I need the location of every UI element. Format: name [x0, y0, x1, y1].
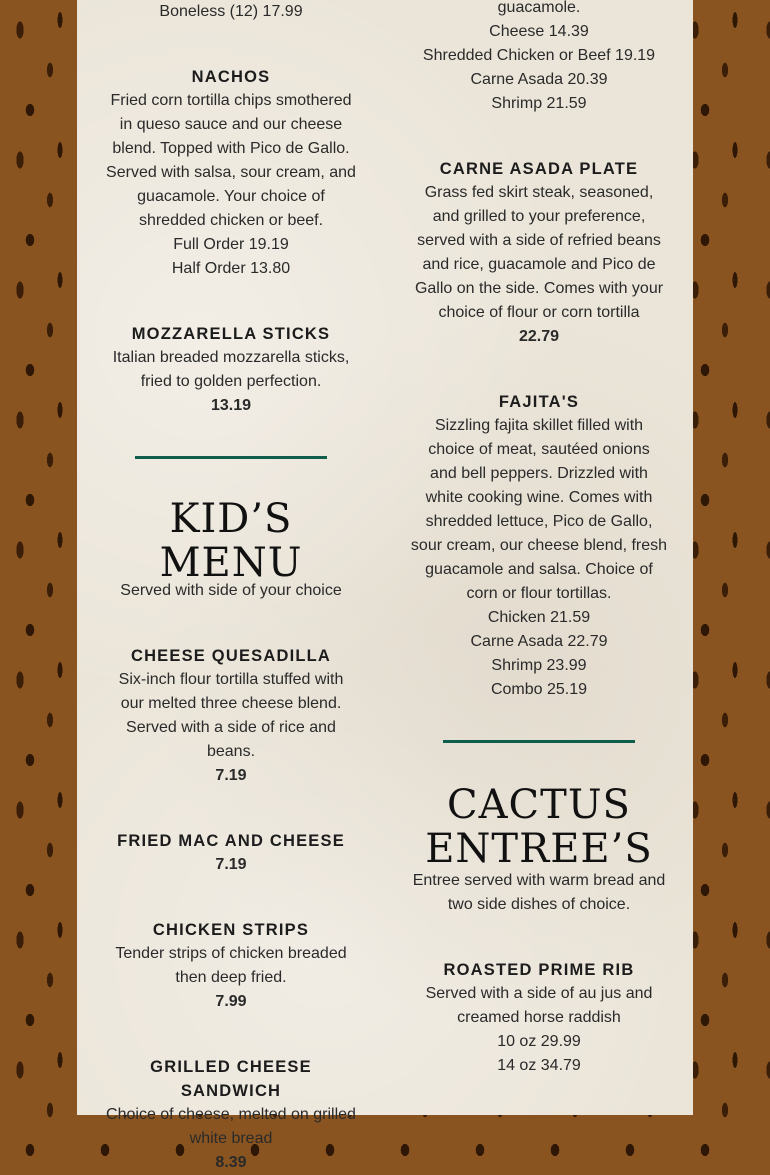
item-price: Combo 25.19 — [490, 681, 588, 698]
item-name: NACHOS — [191, 68, 271, 86]
section-subtitle: two side dishes of choice. — [447, 896, 631, 913]
item-description: sour cream, our cheese blend, fresh — [410, 537, 668, 554]
item-price: Carne Asada 22.79 — [470, 633, 608, 650]
item-price: 14 oz 34.79 — [497, 1057, 581, 1074]
item-name: FRIED MAC AND CHEESE — [117, 832, 345, 850]
item-description: Italian breaded mozzarella sticks, — [112, 349, 350, 366]
item-description: our melted three cheese blend. — [120, 695, 342, 712]
menu-item-mozzarella-sticks — [101, 322, 361, 418]
item-name: CHEESE QUESADILLA — [130, 647, 332, 665]
item-description: Served with a side of rice and — [126, 719, 336, 736]
section-subtitle: Served with side of your choice — [120, 582, 342, 599]
item-description: Served with salsa, sour cream, and — [106, 164, 356, 181]
item-name: CARNE ASADA PLATE — [439, 160, 639, 178]
item-description: beans. — [206, 743, 256, 760]
item-description: Choice of cheese, melted on grilled — [106, 1106, 356, 1123]
item-description: shredded lettuce, Pico de Gallo, — [425, 513, 653, 530]
item-price: 10 oz 29.99 — [497, 1033, 581, 1050]
menu-column-left — [101, 0, 361, 1175]
item-price: 22.79 — [518, 328, 560, 345]
heading-line: CACTUS — [447, 782, 631, 828]
item-description: Gallo on the side. Comes with your — [414, 280, 664, 297]
item-description: in queso sauce and our cheese — [119, 116, 343, 133]
item-description: corn or flour tortillas. — [466, 585, 612, 602]
item-description: guacamole and salsa. Choice of — [425, 561, 653, 578]
item-description: Tender strips of chicken breaded — [115, 945, 347, 962]
item-name: GRILLED CHEESE SANDWICH — [150, 1058, 312, 1100]
item-price: 8.39 — [215, 1154, 247, 1171]
item-description: Fried corn tortilla chips smothered — [110, 92, 352, 109]
item-price: 7.19 — [215, 856, 247, 873]
section-heading-kids-menu: KID’S MENU — [159, 496, 303, 586]
item-description: served with a side of refried beans — [417, 232, 661, 249]
item-description: blend. Topped with Pico de Gallo. — [112, 140, 350, 157]
item-description: Grass fed skirt steak, seasoned, — [424, 184, 654, 201]
menu-item-carne-asada-plate — [409, 157, 669, 349]
item-description: guacamole. — [497, 0, 581, 16]
menu-item-grilled-cheese — [101, 1055, 361, 1175]
item-price: Chicken 21.59 — [487, 609, 591, 626]
item-price: 13.19 — [210, 397, 252, 414]
menu-item-cheese-quesadilla — [101, 644, 361, 788]
section-heading-cactus-entrees — [409, 783, 669, 871]
item-name: FAJITA'S — [498, 393, 580, 411]
item-description: Served with a side of au jus and — [425, 985, 653, 1002]
item-price: Cheese 14.39 — [489, 23, 589, 40]
item-price: Carne Asada 20.39 — [470, 71, 608, 88]
item-description: choice of flour or corn tortilla — [438, 304, 640, 321]
item-description: creamed horse raddish — [457, 1009, 621, 1026]
item-price: Shredded Chicken or Beef 19.19 — [422, 47, 656, 64]
item-name: CHICKEN STRIPS — [152, 921, 310, 939]
item-description: shredded chicken or beef. — [138, 212, 324, 229]
item-description: white cooking wine. Comes with — [425, 489, 653, 506]
item-price: 7.99 — [215, 993, 247, 1010]
section-subtitle: Entree served with warm bread and — [412, 872, 666, 889]
menu-page — [77, 0, 693, 1171]
menu-item-fajitas — [409, 390, 669, 702]
item-description: and grilled to your preference, — [432, 208, 646, 225]
menu-item-nachos — [101, 65, 361, 281]
item-description: white bread — [189, 1130, 273, 1147]
item-price: Half Order 13.80 — [171, 260, 291, 277]
item-price: Shrimp 23.99 — [491, 657, 587, 674]
menu-item-fried-mac — [101, 829, 361, 877]
item-description: choice of meat, sautéed onions — [428, 441, 650, 458]
item-description: and rice, guacamole and Pico de — [422, 256, 656, 273]
item-description: Sizzling fajita skillet filled with — [434, 417, 644, 434]
menu-column-right — [409, 0, 669, 1078]
item-name: MOZZARELLA STICKS — [131, 325, 331, 343]
item-description: then deep fried. — [175, 969, 287, 986]
item-price: Full Order 19.19 — [173, 236, 289, 253]
boneless-wings-price: Boneless (12) 17.99 — [159, 3, 303, 20]
item-price: 7.19 — [215, 767, 247, 784]
item-description: and bell peppers. Drizzled with — [430, 465, 648, 482]
item-description: Six-inch flour tortilla stuffed with — [118, 671, 344, 688]
heading-line: ENTREE’S — [425, 826, 653, 872]
item-description: fried to golden perfection. — [140, 373, 322, 390]
menu-item-chicken-strips — [101, 918, 361, 1014]
item-description: guacamole. Your choice of — [137, 188, 325, 205]
item-price: Shrimp 21.59 — [491, 95, 587, 112]
menu-item-prime-rib — [409, 958, 669, 1078]
item-name: ROASTED PRIME RIB — [443, 961, 635, 979]
